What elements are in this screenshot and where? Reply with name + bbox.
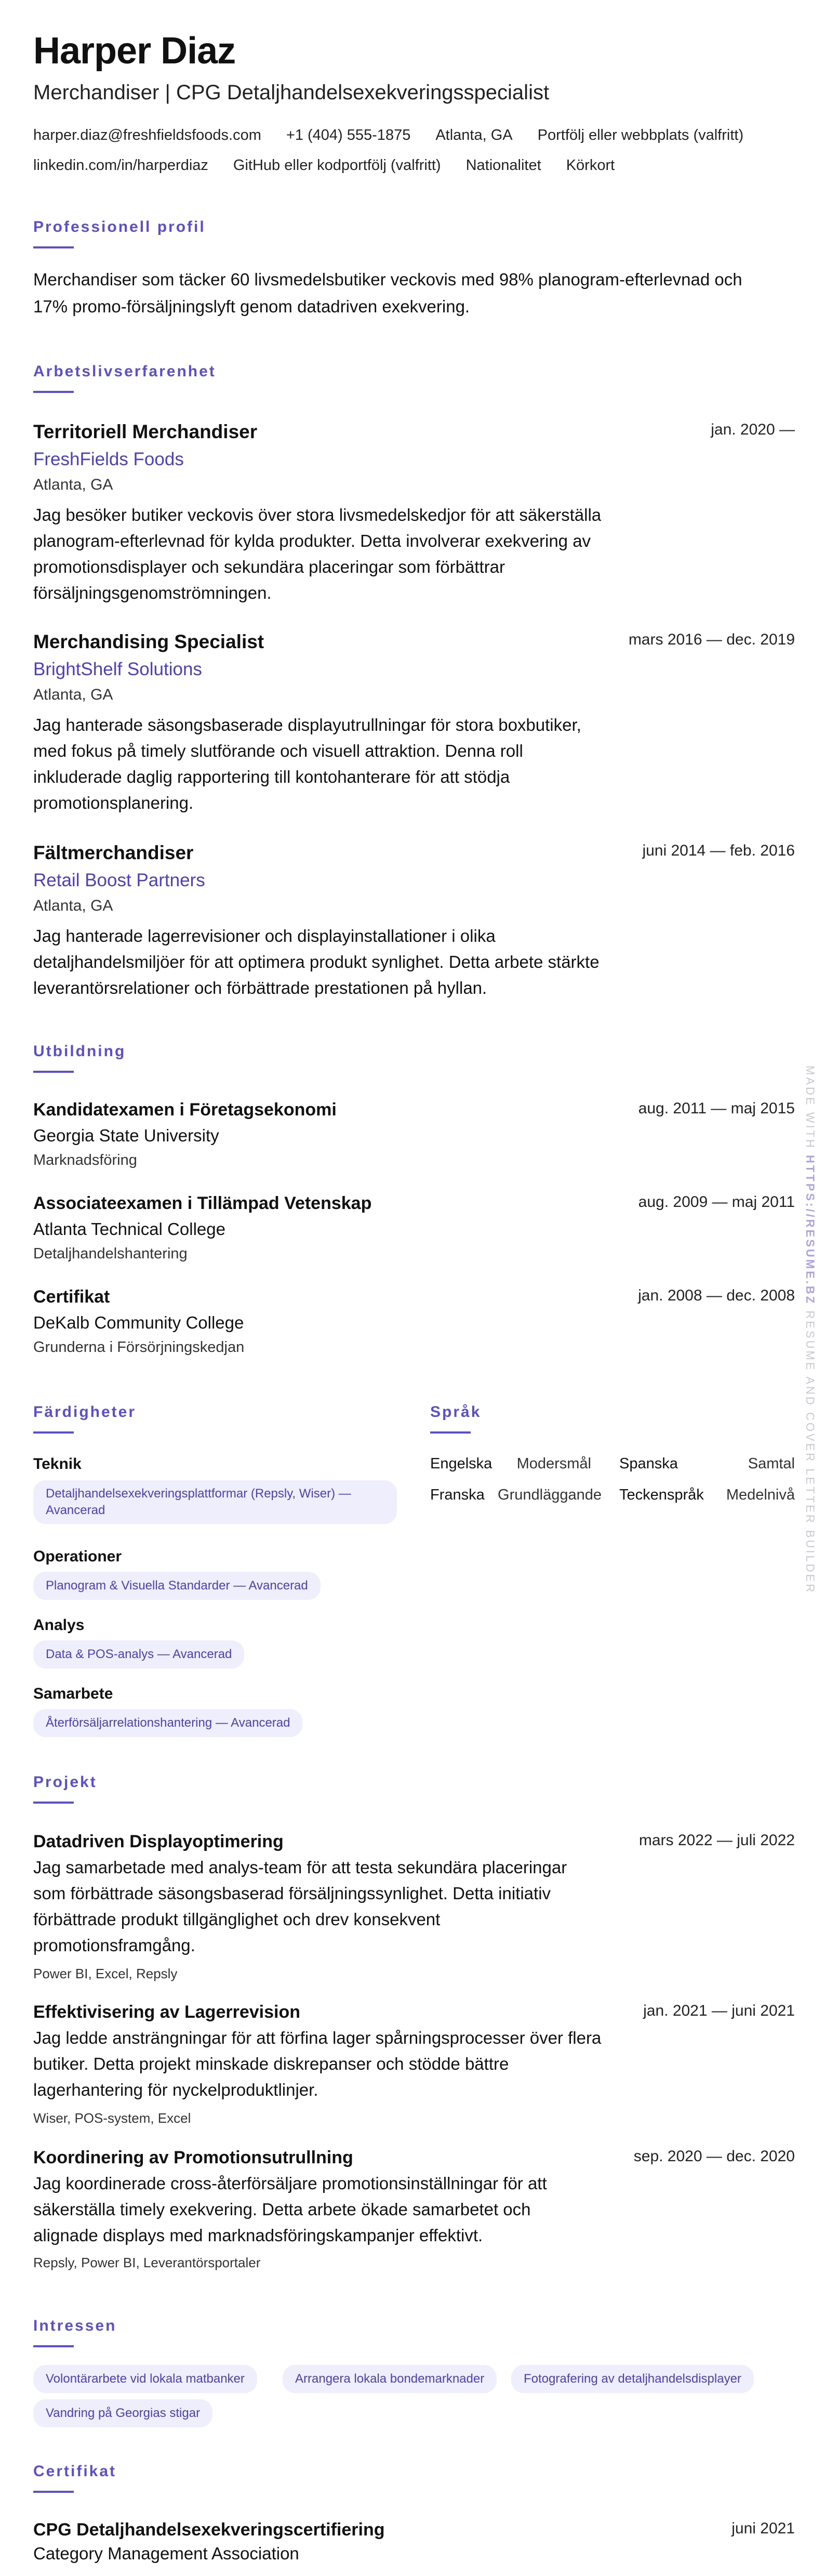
- education-field: Grunderna i Försörjningskedjan: [33, 1339, 245, 1356]
- profile-summary-line: 17% promo-försäljningslyft genom datadriven exekvering.: [33, 297, 470, 316]
- project-description: [33, 2171, 641, 2249]
- interest-chip: Volontärarbete vid lokala matbanker: [33, 2365, 257, 2393]
- candidate-headline: Merchandiser | CPG Detaljhandelsexekveringsspecialist: [33, 81, 550, 104]
- skill-chip-line: Avancerad: [46, 1503, 105, 1517]
- skill-chip: Data & POS-analys — Avancerad: [33, 1640, 244, 1668]
- section-title-interests: Intressen: [33, 2317, 117, 2334]
- project-description-line: promotionsframgång.: [33, 1936, 195, 1955]
- education-date: aug. 2011 — maj 2015: [638, 1100, 795, 1117]
- education-degree: Certifikat: [33, 1287, 110, 1307]
- education-school: DeKalb Community College: [33, 1313, 244, 1332]
- job-description: [33, 712, 641, 816]
- section-divider: [33, 1071, 74, 1073]
- section-divider: [33, 1802, 74, 1804]
- job-location: Atlanta, GA: [33, 476, 113, 493]
- interest-chip: Vandring på Georgias stigar: [33, 2399, 212, 2427]
- builder-credit-link[interactable]: HTTPS://RESUME.BZ: [804, 1155, 817, 1306]
- language-name: Spanska: [619, 1455, 678, 1472]
- project-description-line: förbättrade produkt tillgänglighet och drev konsekvent: [33, 1910, 441, 1929]
- project-title: Datadriven Displayoptimering: [33, 1832, 284, 1851]
- project-technologies: Power BI, Excel, Repsly: [33, 1966, 178, 1981]
- job-description-line: Jag hanterade säsongsbaserade displayutrullningar för stora boxbutiker,: [33, 715, 581, 734]
- phone-link[interactable]: +1 (404) 555-1875: [286, 127, 411, 143]
- skill-chip: Återförsäljarrelationshantering — Avancerad: [33, 1709, 302, 1737]
- project-description-line: Jag koordinerade cross-återförsäljare promotionsinställningar för att: [33, 2174, 547, 2193]
- section-title-experience: Arbetslivserfarenhet: [33, 363, 216, 380]
- certificate-issuer: Category Management Association: [33, 2544, 299, 2563]
- project-description-line: Jag ledde ansträngningar för att förfina lager spårningsprocesser över flera: [33, 2028, 602, 2047]
- github-link[interactable]: GitHub eller kodportfölj (valfritt): [233, 157, 441, 174]
- location-text: Atlanta, GA: [435, 127, 513, 143]
- job-location: Atlanta, GA: [33, 897, 113, 914]
- education-date: jan. 2008 — dec. 2008: [638, 1287, 795, 1304]
- job-company: Retail Boost Partners: [33, 870, 205, 890]
- email-link[interactable]: harper.diaz@freshfieldsfoods.com: [33, 127, 261, 143]
- education-degree: Associateexamen i Tillämpad Vetenskap: [33, 1193, 372, 1213]
- job-location: Atlanta, GA: [33, 686, 113, 703]
- education-date: aug. 2009 — maj 2011: [638, 1193, 795, 1211]
- nationality-text: Nationalitet: [465, 157, 541, 174]
- project-description: [33, 1855, 641, 1959]
- language-level: Medelnivå: [726, 1487, 795, 1503]
- education-field: Marknadsföring: [33, 1152, 137, 1168]
- builder-credit-prefix: MADE WITH: [804, 1066, 817, 1155]
- education-field: Detaljhandelshantering: [33, 1245, 188, 1262]
- project-date: mars 2022 — juli 2022: [638, 1832, 795, 1849]
- job-company: FreshFields Foods: [33, 449, 184, 469]
- job-description-line: planogram-efterlevnad för kylda produkter. Detta involverar exekvering av: [33, 531, 591, 550]
- project-description-line: säkerställa timely exekvering. Detta arbete ökade samarbetet och: [33, 2200, 531, 2219]
- job-title: Territoriell Merchandiser: [33, 421, 258, 442]
- job-title: Fältmerchandiser: [33, 842, 194, 863]
- language-name: Engelska: [430, 1455, 493, 1472]
- candidate-name: Harper Diaz: [33, 30, 236, 72]
- certificate-date: juni 2021: [731, 2520, 795, 2537]
- project-title: Koordinering av Promotionsutrullning: [33, 2148, 353, 2167]
- project-description-line: alignade displays med marknadsföringskampanjer effektivt.: [33, 2226, 483, 2245]
- education-school: Atlanta Technical College: [33, 1219, 225, 1239]
- job-description-line: leverantörsrelationer och förbättrade prestationen på hyllan.: [33, 978, 487, 997]
- job-date: jan. 2020 —: [711, 421, 795, 438]
- language-level: Samtal: [748, 1455, 795, 1472]
- project-date: jan. 2021 — juni 2021: [643, 2002, 795, 2019]
- job-date: mars 2016 — dec. 2019: [628, 631, 795, 648]
- license-text: Körkort: [566, 157, 615, 174]
- job-description: [33, 502, 641, 606]
- section-divider: [33, 2345, 74, 2347]
- skill-category: Teknik: [33, 1455, 82, 1473]
- language-name: Teckenspråk: [619, 1487, 704, 1503]
- job-company: BrightShelf Solutions: [33, 659, 202, 679]
- skill-category: Analys: [33, 1616, 85, 1634]
- certificate-name: CPG Detaljhandelsexekveringscertifiering: [33, 2520, 385, 2540]
- section-title-profile: Professionell profil: [33, 218, 206, 235]
- section-title-skills: Färdigheter: [33, 1403, 137, 1421]
- section-divider: [33, 246, 74, 248]
- education-degree: Kandidatexamen i Företagsekonomi: [33, 1100, 337, 1120]
- skill-chip-line: Detaljhandelsexekveringsplattformar (Repsly, Wiser) —: [46, 1487, 351, 1501]
- section-divider: [430, 1431, 471, 1434]
- project-date: sep. 2020 — dec. 2020: [633, 2148, 795, 2165]
- job-description-line: med fokus på timely slutförande och visuell attraktion. Denna roll: [33, 741, 523, 760]
- section-divider: [33, 2491, 74, 2493]
- job-description-line: Jag besöker butiker veckovis över stora livsmedelskedjor för att säkerställa: [33, 505, 602, 524]
- language-level: Modersmål: [516, 1455, 591, 1472]
- job-description-line: promotionsplanering.: [33, 793, 194, 812]
- language-level: Grundläggande: [498, 1487, 602, 1503]
- project-description-line: butiker. Detta projekt minskade diskrepanser och stödde bättre: [33, 2054, 509, 2073]
- project-technologies: Wiser, POS-system, Excel: [33, 2110, 191, 2126]
- section-divider: [33, 1431, 74, 1434]
- skill-category: Samarbete: [33, 1685, 113, 1702]
- job-description-line: Jag hanterade lagerrevisioner och displayinstallationer i olika: [33, 926, 496, 945]
- portfolio-link[interactable]: Portfölj eller webbplats (valfritt): [537, 127, 744, 143]
- project-description-line: som förbättrade säsongsbaserad försäljningssynlighet. Detta initiativ: [33, 1884, 551, 1903]
- project-description: [33, 2025, 641, 2103]
- job-title: Merchandising Specialist: [33, 631, 264, 652]
- section-divider: [33, 391, 74, 393]
- contact-row: [33, 157, 640, 174]
- job-description-line: promotionsdisplayer och sekundära placeringar som förbättrar: [33, 557, 505, 576]
- job-description: [33, 923, 641, 1001]
- language-name: Franska: [430, 1487, 485, 1503]
- builder-credit-suffix: RESUME AND COVER LETTER BUILDER: [804, 1305, 817, 1595]
- project-description-line: lagerhantering för nyckelproduktlinjer.: [33, 2080, 318, 2099]
- skill-category: Operationer: [33, 1548, 122, 1565]
- section-title-certificates: Certifikat: [33, 2463, 117, 2480]
- project-description-line: Jag samarbetade med analys-team för att testa sekundära placeringar: [33, 1858, 567, 1877]
- interest-chip: Fotografering av detaljhandelsdisplayer: [511, 2365, 754, 2393]
- skill-chip: Planogram & Visuella Standarder — Avancerad: [33, 1572, 321, 1600]
- job-description-line: detaljhandelsmiljöer för att optimera produkt synlighet. Detta arbete stärkte: [33, 952, 600, 971]
- project-title: Effektivisering av Lagerrevision: [33, 2002, 300, 2022]
- builder-credit: [803, 1066, 817, 1594]
- job-date: juni 2014 — feb. 2016: [642, 842, 795, 859]
- section-title-projects: Projekt: [33, 1773, 97, 1791]
- profile-summary-line: Merchandiser som täcker 60 livsmedelsbutiker veckovis med 98% planogram-efterlevnad och: [33, 270, 742, 289]
- job-description-line: försäljningsgenomströmningen.: [33, 583, 272, 602]
- linkedin-link[interactable]: linkedin.com/in/harperdiaz: [33, 157, 208, 174]
- education-school: Georgia State University: [33, 1126, 219, 1145]
- job-description-line: inkluderade daglig rapportering till kontohanterare för att stödja: [33, 767, 510, 786]
- interest-chip: Arrangera lokala bondemarknader: [283, 2365, 497, 2393]
- skill-chip: [33, 1480, 397, 1524]
- contact-row: [33, 127, 768, 144]
- section-title-languages: Språk: [430, 1403, 482, 1421]
- section-title-education: Utbildning: [33, 1043, 126, 1060]
- project-technologies: Repsly, Power BI, Leverantörsportaler: [33, 2255, 261, 2270]
